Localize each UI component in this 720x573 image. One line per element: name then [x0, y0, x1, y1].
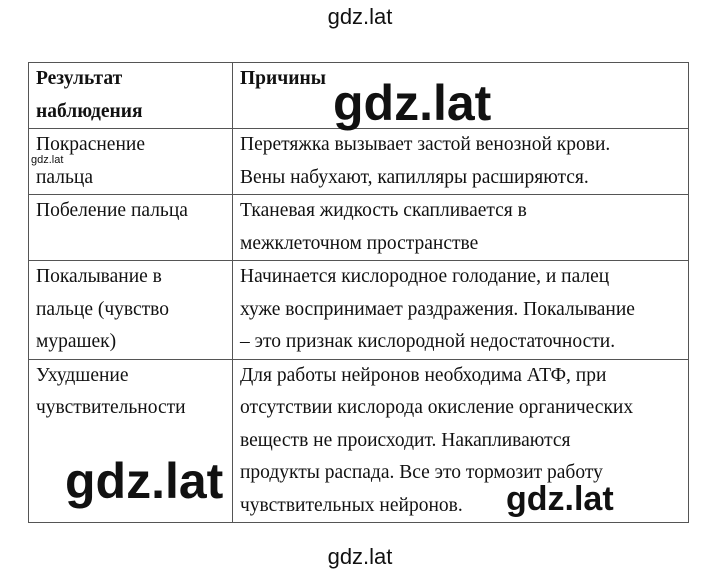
row-cause: Начинается кислородное голодание, и палец хуже воспринимает раздражения. Покалывание – это признак кислородной недостаточности. — [233, 261, 689, 360]
table-row — [29, 195, 689, 261]
row-cause: Для работы нейронов необходима АТФ, при отсутствии кислорода окисление органических веществ не происходит. Накапливаются продукты распада. Все это тормозит работу чувствительных нейронов. — [233, 359, 689, 523]
row-cause: Перетяжка вызывает застой венозной крови. Вены набухают, капилляры расширяются. — [233, 129, 689, 195]
watermark-overlay-large: gdz.lat — [65, 453, 224, 509]
header-observation: Результат наблюдения — [29, 63, 233, 129]
row-observation: Покраснение пальца — [29, 129, 233, 195]
table-row — [29, 261, 689, 360]
row-observation: Ухудшение чувствительности — [29, 359, 233, 523]
watermark-overlay-medium: gdz.lat — [506, 480, 614, 518]
watermark-top: gdz.lat — [327, 4, 393, 29]
row-observation: Побеление пальца — [29, 195, 233, 261]
table-row — [29, 129, 689, 195]
watermark-overlay-small: gdz.lat — [31, 154, 64, 166]
header-cause: Причины — [233, 63, 689, 129]
watermark-bottom: gdz.lat — [327, 544, 393, 569]
watermark-overlay-large: gdz.lat — [333, 75, 492, 131]
row-cause: Тканевая жидкость скапливается в межклеточном пространстве — [233, 195, 689, 261]
row-observation: Покалывание в пальце (чувство мурашек) — [29, 261, 233, 360]
